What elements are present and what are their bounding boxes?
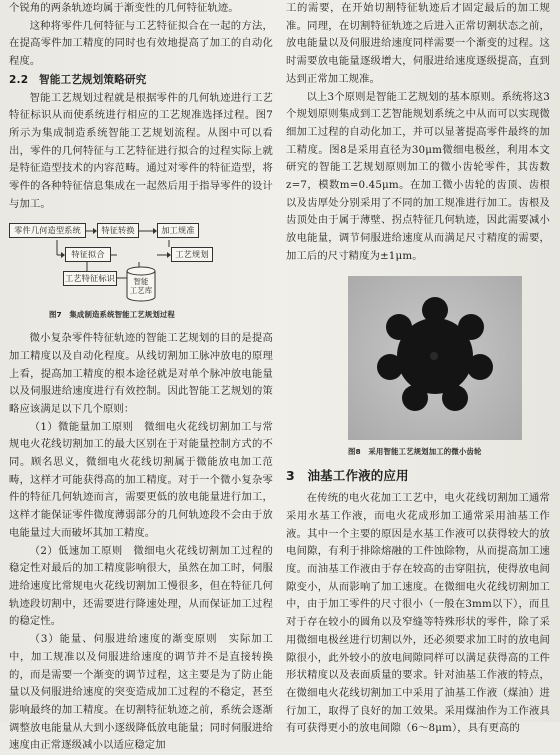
figure-8-caption: 图8 采用智能工艺规划加工的微小齿轮 <box>348 446 482 456</box>
box-feature-conversion: 特征转换 <box>97 223 139 238</box>
paragraph: （1）微能量加工原则 微细电火花线切割加工与常规电火花线切割加工的最大区别在于对能量控制方式的不同。顾名思义，微细电火花线切割属于微能放电加工范畴，这样才可能获得高的加工精度。对于一个微小复杂零件的特征几何轨迹而言，需要更低的放电能量进行加工，这样才能保证零件微度薄弱部分的几何轨迹段不会由于放电能量过大而破坏其加工精度。 <box>9 420 273 539</box>
left-column <box>9 0 273 755</box>
database-label <box>127 277 155 295</box>
figure-7-caption: 图7 集成制造系统智能工艺规划过程 <box>49 310 175 320</box>
box-process-planning: 工艺规划 <box>171 247 213 262</box>
right-column <box>286 0 550 738</box>
box-machining-parameters: 加工规准 <box>157 223 199 238</box>
paragraph: 工的需要，在开始切割特征轨迹后才固定最后的加工规准。同理，在切割特征轨迹之后进入正常切割状态之前，放电能量以及伺服进给速度同样需要一个渐变的过程。这时需要放电能量逐级增大，伺服进给速度逐级提高，直到达到正常加工规准。 <box>286 2 550 85</box>
box-geometry-modeling: 零件几何造型系统 <box>9 223 86 238</box>
db-label-line: 智能 <box>133 277 149 287</box>
figure-7-flowchart <box>9 219 273 304</box>
db-label-line: 工艺库 <box>129 286 153 296</box>
paragraph: 以上3个原则是智能工艺规划的基本原则。系统将这3个规划原则集成到工艺智能规划系统之中从而可以实现微细加工过程的自动化加工，并可以显著提高零件最终的加工精度。图8是采用直径为30μm微细电极丝，利用本文研究的智能工艺规划原则加工的微小齿轮零件，其齿数z=7，模数m=0.45μm。在加工微小齿轮的齿顶、齿根以及齿厚处分别采用了不同的加工规准进行加工。齿根及齿顶处由于属于薄壁、拐点特征几何轨迹，因此需要减小放电能量，调节伺服进给速度从而满足尺寸精度的需要，加工后的尺寸精度为±1μm。 <box>286 90 550 262</box>
paragraph: 微小复杂零件特征轨迹的智能工艺规划的目的是提高加工精度以及自动化程度。从线切割加工脉冲放电的原理上看，提高加工精度的根本途径就是对单个脉冲放电能量以及伺服进给速度进行有效控制。因此智能工艺规划的策略应该满足以下几个原则： <box>9 332 273 415</box>
section-heading: 3 油基工作液的应用 <box>286 467 409 483</box>
box-feature-fitting: 特征拟合 <box>65 247 111 262</box>
box-process-feature-id: 工艺特征标识 <box>63 271 117 286</box>
paragraph: （3）能量、伺服进给速度的渐变原则 实际加工中，加工规准以及伺服进给速度的调节并不是直接转换的，而是需要一个渐变的调节过程，这主要是为了防止能量以及伺服进给速度的突变造成加工过程的不稳定，甚至影响最终的加工精度。在切割特征轨迹之前，系统会逐渐调整放电能量从大到小逐级降低放电能量；同时伺服进给速度由正常逐级减小以适应稳定加 <box>9 633 273 752</box>
paragraph: 这种将零件几何特征与工艺特征拟合在一起的方法，在提高零件加工精度的同时也有效地提高了加工的自动化程度。 <box>9 19 273 68</box>
paragraph: 个锐角的两条轨迹均属于渐变性的几何特征轨迹。 <box>9 2 239 14</box>
section-heading: 2.2 智能工艺规划策略研究 <box>9 73 147 86</box>
figure-8-gear-photo <box>348 276 522 440</box>
paragraph: （2）低速加工原则 微细电火花线切割加工过程的稳定性对最后的加工精度影响很大，虽然在加工时，伺服进给速度比常规电火花线切割加工慢很多，但在特征几何轨迹段切割中，还需要进行降速处理，从而保证加工过程的稳定性。 <box>9 544 273 628</box>
paragraph: 智能工艺规划过程就是根据零件的几何轨迹进行工艺特征标识从而使系统进行相应的工艺规准选择过程。图7所示为集成制造系统智能工艺规划流程。从图中可以看出，零件的几何特征与工艺特征进行拟合的过程实际上就是特征造型技术的内容范畴。通过对零件的特征造型，将零件的各种特征信息集成在一起然后用于指导零件的设计与加工。 <box>9 91 273 210</box>
paragraph: 在传统的电火花加工工艺中，电火花线切割加工通常采用水基工作液，而电火花成形加工通常采用油基工作液。其中一个主要的原因是水基工作液可以获得较大的放电间隙，有利于排除熔融的工件蚀除物，从而提高加工速度。而油基工作液由于存在较高的击穿阻抗，使得放电间隙变小，从而影响了加工速度。在微细电火花线切割加工中，由于加工零件的尺寸很小（一般在3mm以下），而且对于存在较小的圆角以及窄缝等特殊形状的零件，除了采用微细电极丝进行切割以外，还必须要求加工时的放电间隙很小，此外较小的放电间隙同样可以满足获得高的工件形状精度以及表面质量的要求。针对油基工作液的特点，在微细电火花线切割加工中采用了油基工作液（煤油）进行加工，取得了良好的加工效果。采用煤油作为工作液具有可获得更小的放电间隙（6～8μm），具有更高的 <box>286 492 550 735</box>
micro-gear-image <box>348 276 522 440</box>
